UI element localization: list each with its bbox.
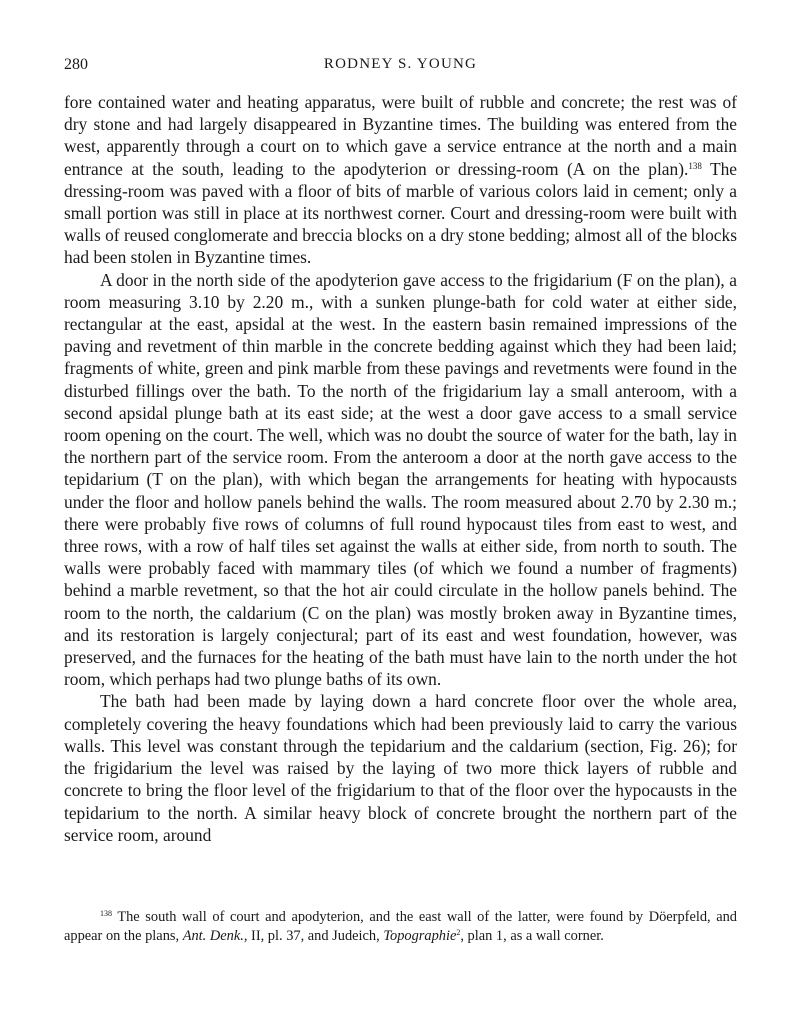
footnote-ref-138[interactable]: 138 xyxy=(688,160,702,171)
footnote-138 xyxy=(64,908,737,946)
footnote-text-a: The south wall of court and apodyterion, and the east wall of the latter, were found by Döerpfeld, and appear on the plans, xyxy=(64,909,737,944)
body-text xyxy=(64,91,737,846)
paragraph-3: The bath had been made by laying down a hard concrete floor over the whole area, completely covering the heavy foundations which had been previously laid to carry the various walls. This level was constant through the tepidarium and the caldarium (section, Fig. 26); for the frigidarium the level was raised by the laying of two more thick layers of rubble and concrete to bring the floor level of the frigidarium to that of the floor over the hypocausts in the tepidarium to the north. A similar heavy block of concrete brought the northern part of the service room, around xyxy=(64,691,737,845)
footnote-number: 138 xyxy=(100,909,112,918)
footnote-edition-superscript: 2 xyxy=(456,928,461,937)
page-number: 280 xyxy=(64,56,88,73)
footnote-text-b: , II, pl. 37, and Judeich, xyxy=(243,928,384,944)
page-header xyxy=(64,56,737,78)
running-head: RODNEY S. YOUNG xyxy=(323,56,478,72)
paragraph-2: A door in the north side of the apodyterion gave access to the frigidarium (F on the plan), a room measuring 3.10 by 2.20 m., with a sunken plunge-bath for cold water at either side, rectangular at the east, apsidal at the west. In the eastern basin remained impressions of the paving and revetment of thin marble in the concrete bedding against which they had been laid; fragments of white, green and pink marble from these pavings and revetments were found in the disturbed fillings over the bath. To the north of the frigidarium lay a small anteroom, with a second apsidal plunge bath at its east side; at the west a door gave access to a small service room opening on the court. The well, which was no doubt the source of water for the bath, lay in the northern part of the service room. From the anteroom a door at the north gave access to the tepidarium (T on the plan), with which began the arrangements for heating with hypocausts under the floor and hollow panels behind the walls. The room measured about 2.70 by 2.30 m.; there were probably five rows of columns of full round hypocaust tiles from east to west, and three rows, with a row of half tiles set against the walls at either side, from north to south. The walls were probably faced with mammary tiles (of which we found a number of fragments) behind a marble revetment, so that the hot air could circulate in the hollow panels behind. The room to the north, the caldarium (C on the plan) was mostly broken away in Byzantine times, and its restoration is largely conjectural; part of its east and west foundation, however, was preserved, and the furnaces for the heating of the bath must have lain to the north under the hot room, which perhaps had two plunge baths of its own. xyxy=(64,269,737,690)
footnote-text-c: , plan 1, as a wall corner. xyxy=(460,928,604,944)
paragraph-1-text-a: fore contained water and heating apparatus, were built of rubble and concrete; the rest was of dry stone and had largely disappeared in Byzantine times. The building was entered from the west, apparently through a court on to which gave a service entrance at the north and a main entrance at the south, leading to the apodyterion or dressing-room (A on the plan). xyxy=(64,92,737,179)
paragraph-1 xyxy=(64,91,737,269)
footnote-citation-topographie: Topographie xyxy=(383,928,457,944)
footnote-citation-ant-denk: Ant. Denk. xyxy=(182,928,244,944)
paragraph-1-text-b: The dressing-room was paved with a floor of bits of marble of various colors laid in cement; only a small portion was still in place at its northwest corner. Court and dressing-room were built with walls of reused conglomerate and breccia blocks on a dry stone bedding; almost all of the blocks had been stolen in Byzantine times. xyxy=(64,158,737,268)
footnotes xyxy=(64,908,737,946)
